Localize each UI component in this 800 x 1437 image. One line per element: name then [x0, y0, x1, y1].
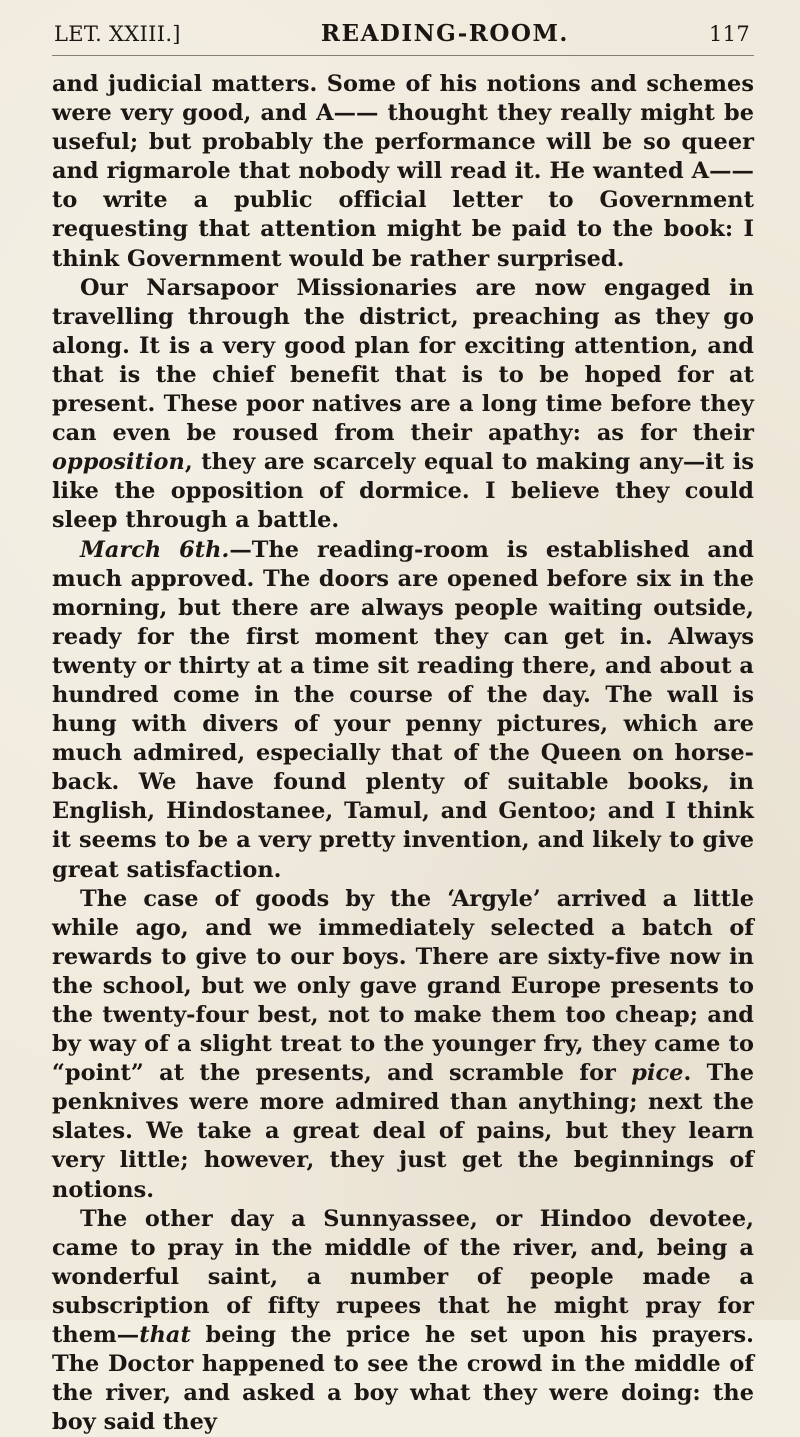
paragraph — [52, 536, 754, 885]
running-header — [52, 20, 754, 47]
paragraph — [52, 885, 754, 1205]
paragraph — [52, 274, 754, 536]
emphasized-word: pice — [631, 1060, 684, 1087]
paragraph — [52, 70, 754, 274]
paragraph-text: The case of goods by the ‘Argyle’ arrived a little while ago, and we immediately selected a batch of rewards to give to our boys. There are sixty-five now in the school, but we only gave grand Europe presents to the twenty-four best, not to make them too cheap; and by way of a slight treat to the younger fry, they came to “point” at the presents, and scramble for — [52, 885, 754, 1087]
dateline: March 6th. — [80, 536, 230, 563]
body-text — [52, 70, 754, 1437]
paragraph-text: The other day a Sunnyassee, or Hindoo devotee, came to pray in the middle of the river, and, being a wonderful saint, a number of people made a subscription of fifty rupees that he might pray for them— — [52, 1205, 754, 1349]
emphasized-word: opposition — [52, 449, 185, 476]
paragraph — [52, 1205, 754, 1437]
paragraph-text: Our Narsapoor Missionaries are now engaged in travelling through the district, preaching as they go along. It is a very good plan for exciting attention, and that is the chief benefit that is to be hoped for at present. These poor natives are a long time before they can even be roused from their apathy: as for their — [52, 274, 754, 447]
paragraph-text: and judicial matters. Some of his notions and schemes were very good, and A—— thought they really might be useful; but probably the performance will be so queer and rigmarole that nobody will read it. He wanted A—— to write a public official letter to Government requesting that attention might be paid to the book: I think Government would be rather surprised. — [52, 71, 754, 272]
paragraph-text: , they are scarcely equal to making any—it is like the opposition of dormice. I believe they could sleep through a battle. — [52, 449, 754, 534]
running-title: READING-ROOM. — [320, 20, 569, 47]
letter-number: LET. XXIII.] — [54, 22, 181, 46]
emphasized-word: that — [139, 1322, 191, 1349]
paragraph-text: . The penknives were more admired than anything; next the slates. We take a great deal of pains, but they learn very little; however, they just get the beginnings of notions. — [52, 1060, 754, 1203]
paragraph-text: —The reading-room is established and much approved. The doors are opened before six in the morning, but there are always people waiting outside, ready for the first moment they can get in. Always twenty or thirty at a time sit reading there, and about a hundred come in the course of the day. The wall is hung with divers of your penny pictures, which are much admired, especially that of the Queen on horse-back. We have found plenty of suitable books, in English, Hindostanee, Tamul, and Gentoo; and I think it seems to be a very pretty invention, and likely to give great satisfaction. — [52, 536, 754, 883]
page-number: 117 — [709, 22, 750, 46]
header-rule — [52, 55, 754, 56]
paragraph-text: being the price he set upon his prayers. The Doctor happened to see the crowd in the middle of the river, and asked a boy what they were doing: the boy said they — [52, 1322, 754, 1436]
